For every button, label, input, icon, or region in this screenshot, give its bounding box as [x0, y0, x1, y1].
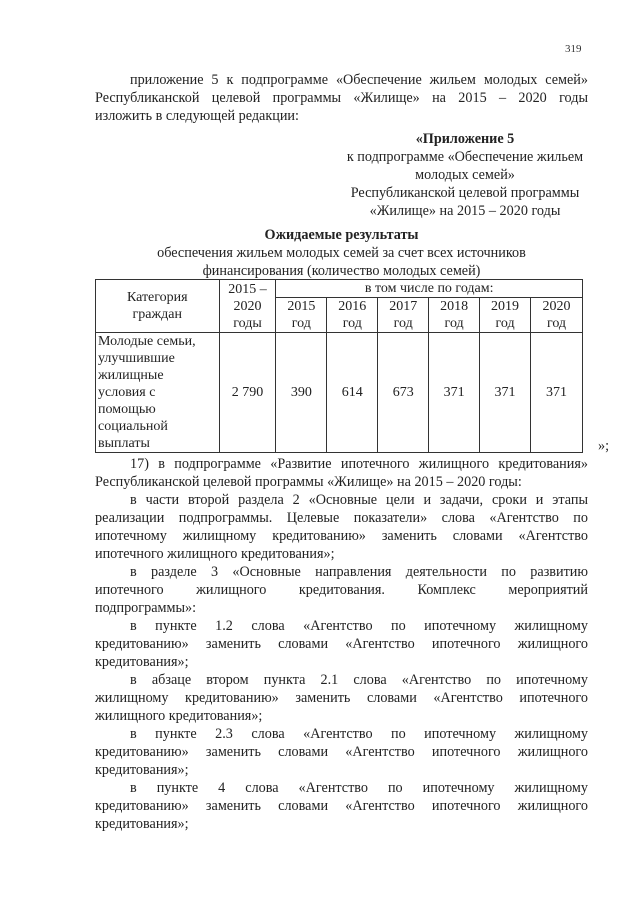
text-line: кредитования»;: [95, 816, 189, 832]
by-years-header: в том числе по годам:: [276, 280, 583, 298]
total-cell: 2 790: [219, 333, 276, 453]
text-line: подпрограммы»:: [95, 600, 197, 616]
text-line: изложить в следующей редакции:: [95, 108, 299, 124]
text-line: жилищного кредитования»;: [95, 708, 263, 724]
text-line: Республиканской целевой программы «Жилище» на 2015 – 2020 годы:: [95, 474, 522, 490]
text-line: «Жилище» на 2015 – 2020 годы: [369, 203, 561, 219]
category-header: Категория граждан: [96, 280, 220, 333]
results-heading: [95, 226, 588, 280]
text-line: молодых семей»: [415, 167, 515, 183]
category-line: условия с: [98, 385, 156, 400]
year-header: 2017 год: [378, 298, 429, 333]
paragraph: [95, 779, 588, 833]
year-header: 2018 год: [429, 298, 480, 333]
text-line: Республиканской целевой программы: [350, 185, 580, 201]
category-line: помощью: [98, 402, 156, 417]
value-cell: 371: [531, 333, 583, 453]
text-line: к подпрограмме «Обеспечение жильем: [346, 149, 584, 165]
text-line: в пункте 1.2 слова «Агентство по ипотечному жилищному: [130, 618, 588, 634]
table-row-category: [96, 333, 220, 453]
text-line: кредитованию» заменить словами «Агентство ипотечного жилищного: [95, 798, 588, 814]
results-subtitle: обеспечения жильем молодых семей за счет всех источников: [157, 245, 526, 261]
value-cell: 614: [327, 333, 378, 453]
intro-paragraph: [95, 71, 588, 125]
table-closing-quote: »;: [598, 438, 610, 454]
value-cell: 673: [378, 333, 429, 453]
text-line: 17) в подпрограмме «Развитие ипотечного жилищного кредитования»: [130, 456, 588, 472]
text-line: жилищному кредитованию» заменить словами «Агентство ипотечного: [95, 690, 588, 706]
year-header: 2015 год: [276, 298, 327, 333]
value-cell: 371: [429, 333, 480, 453]
text-line: ипотечного жилищного кредитования. Комплекс мероприятий: [95, 582, 588, 598]
category-line: социальной: [98, 419, 168, 434]
results-subtitle: финансирования (количество молодых семей): [202, 263, 481, 279]
text-line: в пункте 4 слова «Агентство по ипотечному жилищному: [130, 780, 588, 796]
text-line: кредитованию» заменить словами «Агентство ипотечного жилищного: [95, 636, 588, 652]
results-title: Ожидаемые результаты: [264, 227, 419, 243]
category-line: улучшившие: [98, 351, 175, 366]
paragraph: [95, 455, 588, 491]
category-line: жилищные: [98, 368, 164, 383]
text-line: ипотечному жилищному кредитованию» заменить словами «Агентство: [95, 528, 588, 544]
paragraph: [95, 671, 588, 725]
text-line: в абзаце втором пункта 2.1 слова «Агентство по ипотечному: [130, 672, 588, 688]
text-line: приложение 5 к подпрограмме «Обеспечение жильем молодых семей»: [130, 72, 588, 88]
results-table: [95, 279, 583, 453]
text-line: кредитования»;: [95, 762, 189, 778]
text-line: в разделе 3 «Основные направления деятельности по развитию: [130, 564, 588, 580]
year-header: 2020 год: [531, 298, 583, 333]
text-line: в пункте 2.3 слова «Агентство по ипотечному жилищному: [130, 726, 588, 742]
paragraph: [95, 725, 588, 779]
text-line: реализации подпрограммы. Целевые показатели» слова «Агентство по: [95, 510, 588, 526]
appendix-heading: [335, 130, 595, 220]
year-header: 2016 год: [327, 298, 378, 333]
total-header: 2015 – 2020 годы: [219, 280, 276, 333]
text-line: ипотечного жилищного кредитования»;: [95, 546, 335, 562]
paragraph: [95, 617, 588, 671]
text-line: кредитования»;: [95, 654, 189, 670]
category-line: выплаты: [98, 436, 150, 451]
appendix-title: «Приложение 5: [415, 131, 515, 147]
value-cell: 371: [480, 333, 531, 453]
value-cell: 390: [276, 333, 327, 453]
category-line: Молодые семьи,: [98, 334, 196, 349]
text-line: Республиканской целевой программы «Жилище» на 2015 – 2020 годы: [95, 90, 588, 106]
paragraph: [95, 491, 588, 563]
year-header: 2019 год: [480, 298, 531, 333]
text-line: кредитованию» заменить словами «Агентство ипотечного жилищного: [95, 744, 588, 760]
paragraph: [95, 563, 588, 617]
text-line: в части второй раздела 2 «Основные цели и задачи, сроки и этапы: [130, 492, 588, 508]
page-number: 319: [565, 43, 582, 55]
body-text: [95, 455, 588, 833]
